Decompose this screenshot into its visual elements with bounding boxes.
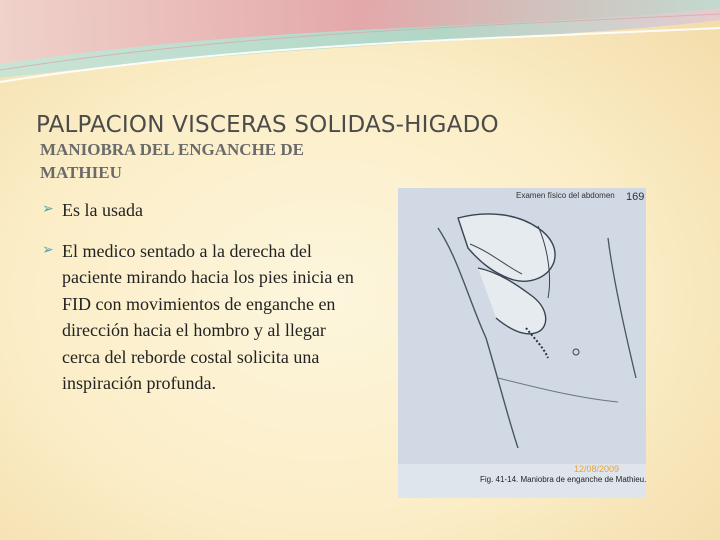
bullet-item xyxy=(42,238,362,397)
illustration-photo xyxy=(398,188,646,498)
photo-caption: Fig. 41-14. Maniobra de enganche de Mathieu. xyxy=(480,475,646,484)
bullet-text: Es la usada xyxy=(62,200,143,220)
slide-title: PALPACION VISCERAS SOLIDAS-HIGADO xyxy=(36,112,499,138)
bullet-list xyxy=(42,197,362,411)
photo-page-number: 169 xyxy=(626,191,645,203)
slide-subtitle: MANIOBRA DEL ENGANCHE DE MATHIEU xyxy=(40,140,305,182)
bullet-item xyxy=(42,197,362,224)
decorative-wave xyxy=(0,0,720,90)
bullet-text: El medico sentado a la derecha del paciente mirando hacia los pies inicia en FID con movimientos de enganche en dirección hacia el hombro y al llegar cerca del reborde costal solicita una inspiración profunda. xyxy=(62,240,354,393)
bullet-arrow-icon: ➢ xyxy=(42,242,54,258)
photo-header-text: Examen físico del abdomen xyxy=(516,191,615,200)
photo-date-stamp: 12/08/2009 xyxy=(574,464,620,474)
bullet-arrow-icon: ➢ xyxy=(42,202,54,217)
